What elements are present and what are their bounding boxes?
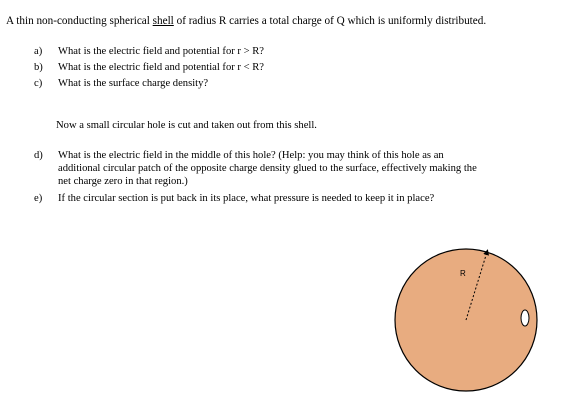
question-d-line-1: What is the electric field in the middle of this hole? (Help: you may think of this hole as an bbox=[58, 150, 444, 161]
question-e-label: e) bbox=[34, 193, 43, 204]
question-d-line-2: additional circular patch of the opposite charge density glued to the surface, effectively making the bbox=[58, 163, 477, 174]
hole-note: Now a small circular hole is cut and taken out from this shell. bbox=[56, 120, 317, 131]
intro-shell-word: shell bbox=[152, 15, 174, 27]
question-a-text: What is the electric field and potential for r > R? bbox=[58, 46, 264, 57]
intro-text-before: A thin non-conducting spherical bbox=[6, 15, 153, 27]
circular-hole bbox=[521, 310, 529, 326]
question-b-label: b) bbox=[34, 62, 43, 73]
question-d-line-3: net charge zero in that region.) bbox=[58, 176, 188, 187]
radius-label: R bbox=[460, 269, 466, 278]
question-c-label: c) bbox=[34, 78, 43, 89]
question-e-text: If the circular section is put back in its place, what pressure is needed to keep it in place? bbox=[58, 193, 435, 204]
question-c-text: What is the surface charge density? bbox=[58, 78, 209, 89]
question-a-label: a) bbox=[34, 46, 43, 57]
question-d-label: d) bbox=[34, 150, 43, 161]
intro-text-after: of radius R carries a total charge of Q which is uniformly distributed. bbox=[173, 15, 487, 27]
question-b-text: What is the electric field and potential for r < R? bbox=[58, 62, 264, 73]
